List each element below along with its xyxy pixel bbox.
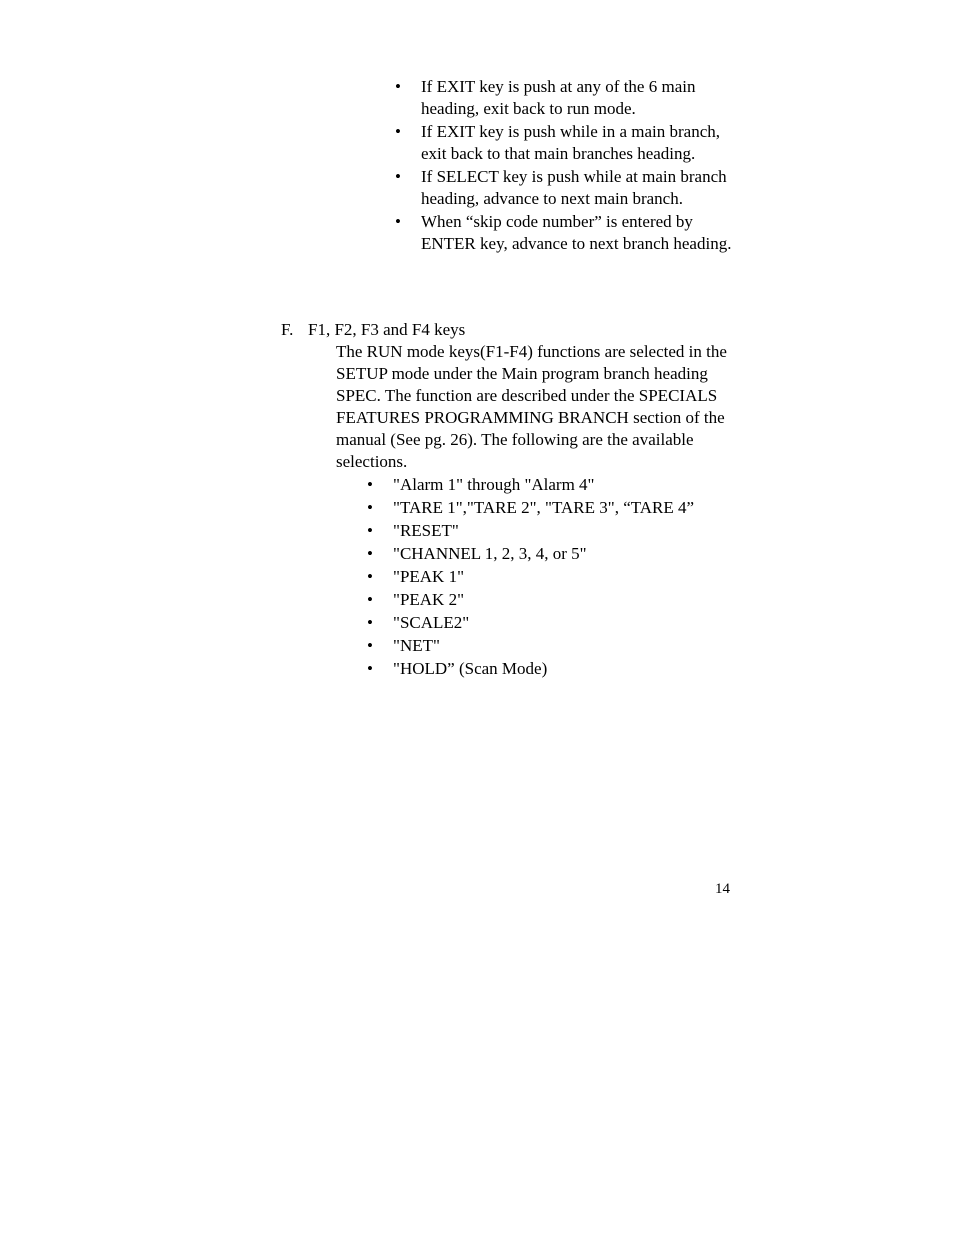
bullet-icon: • xyxy=(367,521,373,540)
list-item-text: "CHANNEL 1, 2, 3, 4, or 5" xyxy=(393,544,587,563)
bullet-icon: • xyxy=(367,544,373,563)
list-item xyxy=(364,497,704,519)
list-item-text: "Alarm 1" through "Alarm 4" xyxy=(393,475,595,494)
bullet-icon: • xyxy=(395,212,401,231)
list-item-text: "TARE 1","TARE 2", "TARE 3", “TARE 4” xyxy=(393,498,695,517)
bullet-icon: • xyxy=(367,659,373,678)
list-item xyxy=(392,76,732,120)
list-item-text: When “skip code number” is entered by ENTER key, advance to next branch heading. xyxy=(421,212,732,253)
list-item xyxy=(364,543,704,565)
list-item xyxy=(364,612,704,634)
page-number: 14 xyxy=(715,881,730,897)
list-item-text: "PEAK 2" xyxy=(393,590,465,609)
list-item-text: "RESET" xyxy=(393,521,459,540)
list-item-text: "PEAK 1" xyxy=(393,567,465,586)
list-item xyxy=(392,121,732,165)
list-item-text: "HOLD” (Scan Mode) xyxy=(393,659,548,678)
key-behavior-list xyxy=(392,76,732,256)
list-item xyxy=(364,520,704,542)
bullet-icon: • xyxy=(395,122,401,141)
list-item-text: "NET" xyxy=(393,636,440,655)
section-heading xyxy=(281,319,741,341)
bullet-icon: • xyxy=(367,590,373,609)
list-item xyxy=(392,166,732,210)
section-title: F1, F2, F3 and F4 keys xyxy=(308,320,466,339)
list-item xyxy=(392,211,732,255)
list-item xyxy=(364,635,704,657)
bullet-icon: • xyxy=(367,613,373,632)
list-item xyxy=(364,474,704,496)
section-letter: F. xyxy=(281,320,294,339)
list-item xyxy=(364,589,704,611)
section-paragraph: The RUN mode keys(F1-F4) functions are selected in the SETUP mode under the Main program branch heading SPEC. The function are described under the SPECIALS FEATURES PROGRAMMING BRANCH section of the manual (See pg. 26). The following are the available selections. xyxy=(336,342,727,471)
section-f xyxy=(281,319,741,681)
bullet-icon: • xyxy=(367,475,373,494)
list-item-text: If EXIT key is push while in a main branch, exit back to that main branches heading. xyxy=(421,122,721,163)
bullet-icon: • xyxy=(395,167,401,186)
list-item xyxy=(364,658,704,680)
list-item-text: If SELECT key is push while at main branch heading, advance to next main branch. xyxy=(421,167,727,208)
selection-list xyxy=(364,474,704,680)
bullet-icon: • xyxy=(395,77,401,96)
bullet-icon: • xyxy=(367,636,373,655)
list-item-text: "SCALE2" xyxy=(393,613,470,632)
list-item xyxy=(364,566,704,588)
bullet-icon: • xyxy=(367,567,373,586)
bullet-icon: • xyxy=(367,498,373,517)
list-item-text: If EXIT key is push at any of the 6 main heading, exit back to run mode. xyxy=(421,77,696,118)
